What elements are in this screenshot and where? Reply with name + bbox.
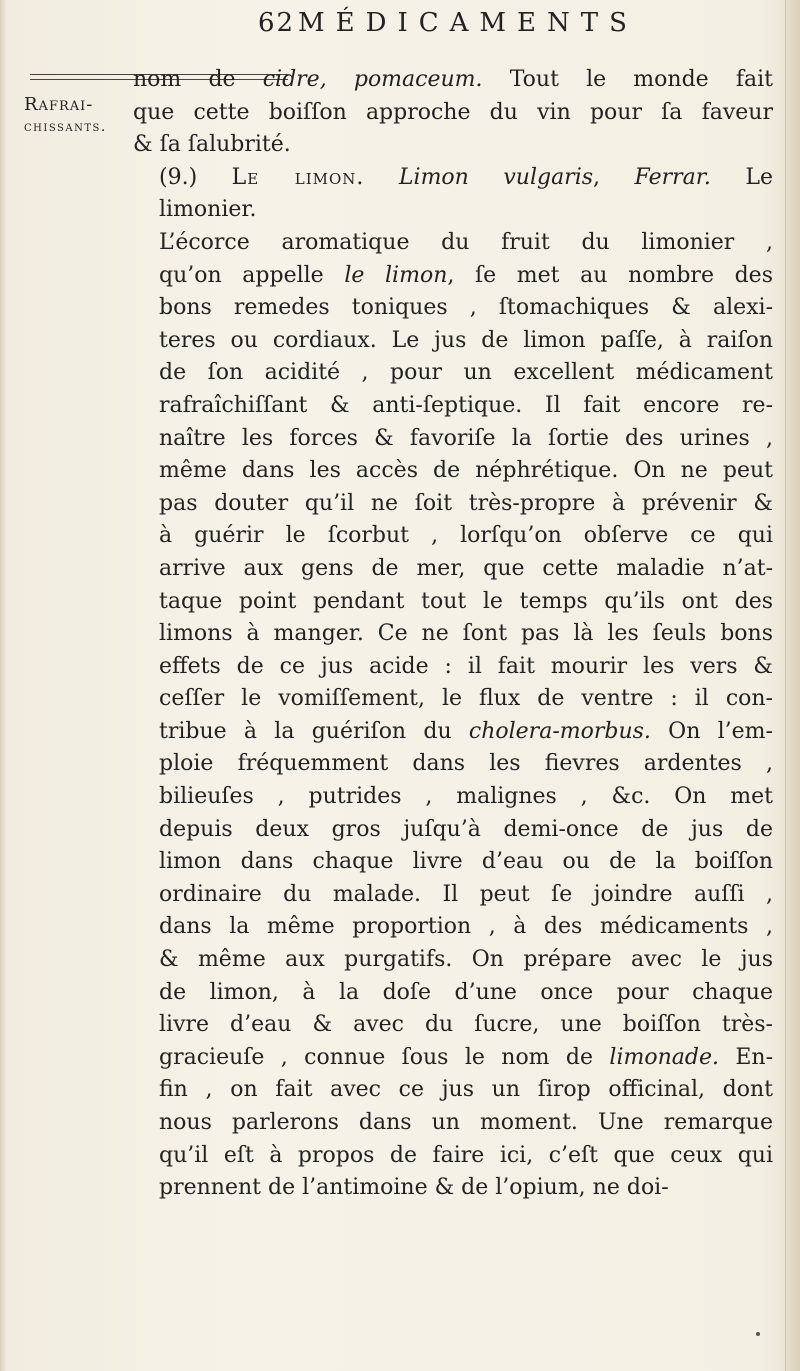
text-line: limons à manger. Ce ne ſont pas là les ſeuls bons [159,621,773,647]
text-line: pas douter qu’il ne ſoit très-propre à prévenir & [159,490,773,516]
text-line: nom de cidre, pomaceum. Tout le monde fait [133,67,773,92]
text-line: qu’il eſt à propos de faire ici, c’eſt que ceux qui [159,1142,773,1168]
text-line: ploie fréquemment dans les fievres ardentes , [159,751,773,777]
text-line: effets de ce jus acide : il fait mourir les vers & [159,653,773,679]
italic-text: cholera-morbus. [468,718,651,744]
text-line: bons remedes toniques , ſtomachiques & alexi- [159,295,773,321]
paragraph [133,64,773,162]
italic-text: limonade. [609,1044,719,1070]
text-line: limon dans chaque livre d’eau ou de la boiſſon [159,849,773,875]
text-line: ordinaire du malade. Il peut ſe joindre auſſi , [159,881,773,907]
text-line: ceſſer le vomiſſement, le flux de ventre : il con- [159,686,773,712]
text-line: depuis deux gros juſqu’à demi-once de jus de [159,816,773,842]
small-caps-heading: Le limon. [231,164,365,190]
text-line: qu’on appelle le limon, ſe met au nombre des [159,262,773,288]
text-line: L’écorce aromatique du fruit du limonier , [159,229,773,255]
text-line: & même aux purgatifs. On prépare avec le jus [159,947,773,973]
text-line: même dans les accès de néphrétique. On ne peut [159,458,773,484]
text-line: & ſa ſalubrité. [133,132,291,158]
page-edge [785,0,800,1371]
text-line: de ſon acidité , pour un excellent médicament [159,360,773,386]
text-line: dans la même proportion , à des médicaments , [159,914,773,940]
text-line: à guérir le ſcorbut , lorſqu’on obſerve ce qui [159,523,773,549]
margin-note [24,94,124,138]
text-line: livre d’eau & avec du ſucre, une boiſſon très- [159,1012,773,1038]
running-title: MÉDICAMENTS [298,8,638,38]
text-line: rafraîchiſſant & anti-ſeptique. Il fait encore re- [159,392,773,418]
italic-text: le limon [344,262,448,288]
margin-note-line-2: chissants. [24,119,107,135]
paragraph [133,227,773,1205]
paragraph [133,162,773,227]
text-line: fin , on fait avec ce jus un ſirop officinal, dont [159,1077,773,1103]
text-line: que cette boiſſon approche du vin pour ſa faveur [133,99,773,125]
text-line: nous parlerons dans un moment. Une remarque [159,1110,773,1135]
body-text [133,64,773,1205]
text-line: tribue à la guériſon du cholera-morbus. On l’em- [159,718,773,744]
page-number: 62 [258,8,296,38]
italic-text: Ferrar. [634,164,711,190]
italic-text: cidre, pomaceum. [262,67,483,92]
text-line: prennent de l’antimoine & de l’opium, ne doi- [159,1175,669,1201]
text-line: bilieuſes , putrides , malignes , &c. On met [159,784,773,810]
text-line: naître les forces & favoriſe la ſortie des urines , [159,425,773,451]
text-line: de limon, à la doſe d’une once pour chaque [159,979,773,1005]
italic-text: Limon vulgaris [398,164,594,190]
ink-speck [756,1332,760,1336]
text-line: limonier. [159,197,257,223]
text-line: (9.) Le limon. Limon vulgaris, Ferrar. Le [159,164,773,190]
page-gutter-shadow [0,0,6,1371]
text-line: taque point pendant tout le temps qu’ils ont des [159,588,773,614]
text-line: arrive aux gens de mer, que cette maladie n’at- [159,555,773,581]
margin-note-line-1: Rafrai- [24,94,94,115]
text-line: teres ou cordiaux. Le jus de limon paſſe, à raiſon [159,327,773,353]
text-line: gracieuſe , connue ſous le nom de limonade. En- [159,1044,774,1070]
